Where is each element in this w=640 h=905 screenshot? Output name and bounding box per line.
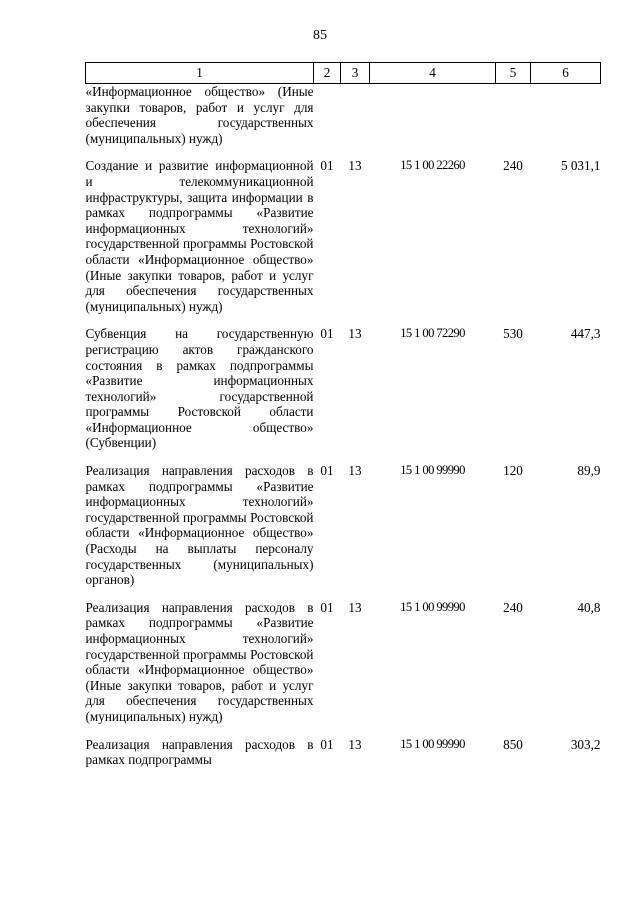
target-article-code	[370, 84, 496, 159]
expense-type-code: 240	[503, 599, 523, 615]
subsection-code: 13	[348, 326, 362, 342]
subsection-code: 13	[348, 158, 362, 174]
subsection-code: 13	[348, 463, 362, 479]
expense-name: Реализация направления расходов в рамках подпрограммы «Развитие информационных технологий» государственной программы Ростовской области «Информационное общество» (Иные закупки товаров, работ и услуг для обеспечения государственных (муниципальных) нужд)	[85, 599, 314, 724]
column-header: 6	[531, 63, 601, 84]
amount: 5 031,1	[560, 158, 601, 174]
expense-type-code: 240	[503, 158, 523, 174]
section-code: 01	[320, 599, 334, 615]
column-header: 3	[341, 63, 370, 84]
expense-name: «Информационное общество» (Иные закупки товаров, работ и услуг для обеспечения государственных (муниципальных) нужд)	[85, 84, 314, 146]
section-code: 01	[320, 736, 334, 752]
budget-table	[85, 62, 601, 780]
amount: 89,9	[577, 463, 601, 479]
expense-name: Реализация направления расходов в рамках подпрограммы «Развитие информационных технологий» государственной программы Ростовской области «Информационное общество» (Расходы на выплаты персоналу государственных (муниципальных) органов)	[85, 463, 314, 588]
table-row	[86, 158, 601, 326]
subsection-code: 13	[348, 736, 362, 752]
subsection-code: 13	[348, 599, 362, 615]
table-row	[86, 463, 601, 600]
amount	[531, 84, 601, 159]
subsection-code	[341, 84, 370, 159]
target-article-code: 15 1 00 72290	[400, 326, 465, 341]
target-article-code: 15 1 00 22260	[400, 158, 465, 173]
column-header: 4	[370, 63, 496, 84]
target-article-code: 15 1 00 99990	[400, 599, 465, 614]
amount: 447,3	[570, 326, 601, 342]
column-header: 2	[314, 63, 341, 84]
section-code	[314, 84, 341, 159]
table-row	[86, 84, 601, 159]
section-code: 01	[320, 326, 334, 342]
expense-type-code: 120	[503, 463, 523, 479]
column-header: 1	[86, 63, 314, 84]
expense-name: Реализация направления расходов в рамках подпрограммы	[85, 736, 314, 768]
table-row	[86, 326, 601, 463]
section-code: 01	[320, 463, 334, 479]
amount: 303,2	[570, 736, 601, 752]
table-header-row	[86, 63, 601, 84]
expense-type-code	[496, 84, 531, 159]
page-number: 85	[313, 28, 327, 43]
expense-type-code: 850	[503, 736, 523, 752]
expense-name: Создание и развитие информационной и телекоммуникационной инфраструктуры, защита информации в рамках подпрограммы «Развитие информационных технологий» государственной программы Ростовской области «Информационное общество» (Иные закупки товаров, работ и услуг для обеспечения государственных (муниципальных) нужд)	[85, 158, 314, 314]
section-code: 01	[320, 158, 334, 174]
amount: 40,8	[577, 599, 601, 615]
expense-name: Субвенция на государственную регистрацию актов гражданского состояния в рамках подпрограммы «Развитие информационных технологий» государственной программы Ростовской области «Информационное общество» (Субвенции)	[85, 326, 314, 451]
column-header: 5	[496, 63, 531, 84]
table-row	[86, 737, 601, 780]
target-article-code: 15 1 00 99990	[400, 736, 465, 751]
table-row	[86, 600, 601, 737]
target-article-code: 15 1 00 99990	[400, 463, 465, 478]
expense-type-code: 530	[503, 326, 523, 342]
